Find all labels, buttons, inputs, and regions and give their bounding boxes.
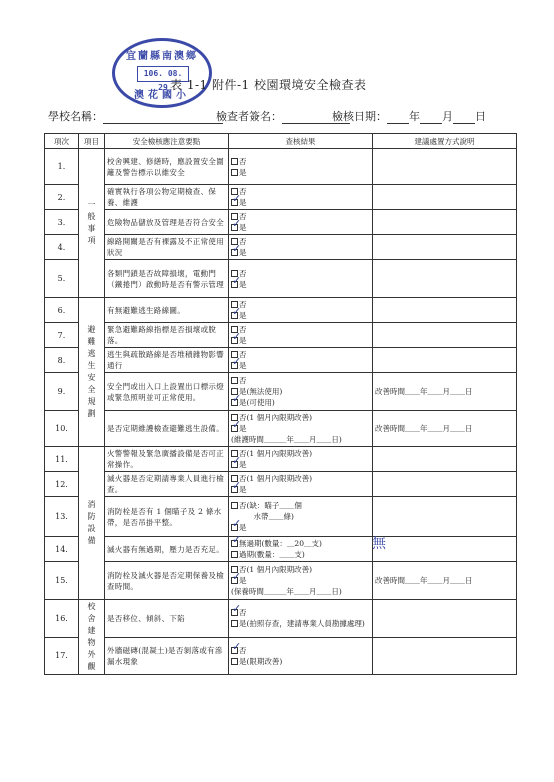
- category-exterior: 校 舍 建 物 外 觀: [79, 600, 105, 675]
- checked-checkbox-icon[interactable]: [231, 199, 238, 206]
- check-result: [229, 298, 373, 323]
- result-option[interactable]: [231, 186, 370, 197]
- suggested-action: [373, 600, 517, 638]
- column-header: 建議處置方式說明: [373, 134, 517, 149]
- school-name-label: 學校名稱：: [48, 110, 103, 123]
- year-label: 年: [409, 110, 420, 123]
- check-result: [229, 497, 373, 537]
- result-option[interactable]: [231, 386, 370, 397]
- table-row: [45, 149, 517, 185]
- item-number: 6.: [45, 298, 79, 323]
- check-point-text: 危險物品儲放及管理是否符合安全: [105, 210, 229, 235]
- table-row: [45, 537, 517, 562]
- suggested-action: [373, 260, 517, 298]
- suggested-action: [373, 537, 517, 562]
- check-result: [229, 185, 373, 210]
- result-option-label: 否: [239, 212, 247, 221]
- table-header-row: [45, 134, 517, 149]
- result-option: [231, 511, 370, 522]
- result-option-label: 是: [239, 336, 247, 345]
- inspector-label: 檢查者簽名：: [216, 110, 282, 123]
- checkbox-icon[interactable]: [231, 169, 238, 176]
- document-title: 表 1-1 附件-1 校園環境安全檢查表: [170, 78, 367, 92]
- check-point-text: 是否定期維護檢查避難逃生設備。: [105, 411, 229, 447]
- check-result: [229, 373, 373, 411]
- item-number: 13.: [45, 497, 79, 537]
- result-option[interactable]: [231, 156, 370, 167]
- result-option: [231, 434, 370, 445]
- result-option-label: 是: [239, 198, 247, 207]
- check-result: [229, 149, 373, 185]
- result-option[interactable]: [231, 349, 370, 360]
- table-row: [45, 210, 517, 235]
- result-option[interactable]: [231, 473, 370, 484]
- suggested-action: 改善時間＿＿年＿＿月＿＿日: [373, 373, 517, 411]
- category-fire: 消 防 設 備: [79, 447, 105, 600]
- result-option[interactable]: [231, 448, 370, 459]
- check-point-text: 線路開關是否有裸露及不正常使用狀況: [105, 235, 229, 260]
- check-point-text: 消防栓是否有 1 個瞄子及 2 條水帶，是否吊掛平整。: [105, 497, 229, 537]
- item-number: 14.: [45, 537, 79, 562]
- check-result: [229, 235, 373, 260]
- checked-checkbox-icon[interactable]: [231, 609, 238, 616]
- result-option[interactable]: [231, 500, 370, 511]
- check-point-text: 外牆磁磚(混凝土)是否剝落或有滲漏水現象: [105, 637, 229, 675]
- check-result: [229, 210, 373, 235]
- check-result: [229, 447, 373, 472]
- result-option[interactable]: [231, 236, 370, 247]
- result-option-label: 是: [239, 424, 247, 433]
- check-result: [229, 600, 373, 638]
- result-option-label: 過期(數量：＿＿支): [239, 550, 305, 559]
- check-point-text: 滅火器是否定期請專業人員進行檢查。: [105, 472, 229, 497]
- checked-checkbox-icon[interactable]: [231, 425, 238, 432]
- result-option[interactable]: [231, 607, 370, 618]
- school-name-field: [48, 108, 223, 124]
- result-option-label: 是: [239, 460, 247, 469]
- checked-checkbox-icon[interactable]: [231, 312, 238, 319]
- result-option-label: (維護時間＿＿＿年＿＿月＿＿日): [231, 435, 342, 444]
- official-seal-stamp: [112, 38, 212, 108]
- inspection-date-label: 檢核日期：: [332, 110, 387, 123]
- suggested-action: [373, 235, 517, 260]
- item-number: 4.: [45, 235, 79, 260]
- result-option[interactable]: [231, 412, 370, 423]
- check-result: [229, 637, 373, 675]
- check-point-text: 是否移位、傾斜、下陷: [105, 600, 229, 638]
- check-point-text: 火警警報及緊急廣播設備是否可正常操作。: [105, 447, 229, 472]
- column-header: 查核結果: [229, 134, 373, 149]
- item-number: 15.: [45, 562, 79, 600]
- result-option-label: 是: [239, 485, 247, 494]
- result-option-label: 否: [239, 300, 247, 309]
- check-point-text: 逃生與疏散路線是否堆積雜物影響通行: [105, 348, 229, 373]
- item-number: 11.: [45, 447, 79, 472]
- result-option[interactable]: [231, 360, 370, 371]
- month-blank: [420, 112, 442, 124]
- result-option-label: 否: [239, 187, 247, 196]
- check-point-text: 安全門或出入口上設置出口標示燈或緊急照明並可正常使用。: [105, 373, 229, 411]
- result-option-label: 否(缺：瞄子＿＿個: [239, 501, 302, 510]
- result-option-label: 否: [239, 376, 247, 385]
- check-point-text: 有無避難逃生路線圖。: [105, 298, 229, 323]
- item-number: 8.: [45, 348, 79, 373]
- result-option-label: 是(拍照存查，建請專業人員勘據處理): [239, 619, 365, 629]
- result-option-label: 否: [239, 325, 247, 334]
- item-number: 16.: [45, 600, 79, 638]
- school-name-blank: [103, 112, 223, 124]
- suggested-action: [373, 149, 517, 185]
- table-row: [45, 298, 517, 323]
- safety-checklist-table: [44, 133, 517, 675]
- suggested-action: [373, 348, 517, 373]
- checked-checkbox-icon[interactable]: [231, 281, 238, 288]
- table-row: [45, 447, 517, 472]
- result-option-label: 是: [239, 167, 247, 177]
- suggested-action: [373, 447, 517, 472]
- table-row: [45, 260, 517, 298]
- column-header: 項目: [79, 134, 105, 149]
- result-option[interactable]: [231, 335, 370, 346]
- suggested-action: [373, 323, 517, 348]
- check-result: [229, 411, 373, 447]
- result-option[interactable]: [231, 522, 370, 533]
- table-row: [45, 497, 517, 537]
- result-option-label: 是: [239, 523, 247, 532]
- result-option-label: 是: [239, 311, 247, 320]
- suggested-action: 改善時間＿＿年＿＿月＿＿日: [373, 562, 517, 600]
- suggested-action: [373, 497, 517, 537]
- table-row: [45, 185, 517, 210]
- table-row: [45, 472, 517, 497]
- result-option[interactable]: [231, 459, 370, 470]
- result-option-label: 否(1 個月內限期改善): [239, 413, 313, 422]
- suggested-action: [373, 472, 517, 497]
- inspector-field: [216, 108, 350, 124]
- check-point-text: 校舍興建、修繕時，應設置安全圍籬及警告標示以維安全: [105, 149, 229, 185]
- result-option-label: 否: [239, 350, 247, 359]
- check-point-text: 各類門鎖是否故障損壞，電動門（鐵捲門）啟動時是否有警示管理: [105, 260, 229, 298]
- table-row: [45, 323, 517, 348]
- result-option-label: 是: [239, 361, 247, 370]
- item-number: 17.: [45, 637, 79, 675]
- check-point-text: 滅火器有無過期，壓力是否充足。: [105, 537, 229, 562]
- checked-checkbox-icon[interactable]: [231, 461, 238, 468]
- result-option[interactable]: [231, 484, 370, 495]
- check-result: [229, 472, 373, 497]
- result-option[interactable]: [231, 538, 370, 549]
- category-evacuation: 避 難 逃 生 安 全 規 劃: [79, 298, 105, 447]
- result-option[interactable]: [231, 423, 370, 434]
- check-result: [229, 562, 373, 600]
- result-option[interactable]: [231, 375, 370, 386]
- result-option-label: 是(限期改善): [239, 656, 283, 666]
- result-option[interactable]: [231, 656, 370, 667]
- result-option-label: 是: [239, 248, 247, 257]
- inspection-date-field: [332, 108, 486, 124]
- category-general: 一 般 事 項: [79, 149, 105, 298]
- item-number: 3.: [45, 210, 79, 235]
- stamp-top-text: 宜蘭縣南澳鄉: [126, 51, 198, 62]
- handwritten-note: 無: [372, 536, 386, 552]
- check-result: [229, 537, 373, 562]
- item-number: 5.: [45, 260, 79, 298]
- item-number: 9.: [45, 373, 79, 411]
- column-header: 項次: [45, 134, 79, 149]
- result-option-label: 水帶＿＿條): [231, 512, 294, 521]
- result-option[interactable]: [231, 268, 370, 279]
- suggested-action: [373, 637, 517, 675]
- day-blank: [453, 112, 475, 124]
- result-option-label: 否: [239, 237, 247, 246]
- item-number: 10.: [45, 411, 79, 447]
- stamp-bottom-text: 澳花國小: [134, 90, 190, 101]
- result-option[interactable]: [231, 279, 370, 290]
- table-row: [45, 600, 517, 638]
- checked-checkbox-icon[interactable]: [231, 337, 238, 344]
- item-number: 2.: [45, 185, 79, 210]
- result-option[interactable]: [231, 197, 370, 208]
- suggested-action: 改善時間＿＿年＿＿月＿＿日: [373, 411, 517, 447]
- result-option-label: 否(1 個月內限期改善): [239, 449, 313, 458]
- stamp-date: 106. 08. 29: [137, 66, 189, 82]
- suggested-action: [373, 185, 517, 210]
- result-option[interactable]: [231, 618, 370, 629]
- checked-checkbox-icon[interactable]: [231, 249, 238, 256]
- table-row: [45, 235, 517, 260]
- result-option[interactable]: [231, 310, 370, 321]
- checkbox-icon[interactable]: [231, 502, 238, 509]
- result-option-label: 否(1 個月內限期改善): [239, 565, 313, 574]
- checked-checkbox-icon[interactable]: [231, 577, 238, 584]
- result-option-label: 否: [239, 645, 247, 655]
- check-point-text: 緊急避難路線指標是否損壞或脫落。: [105, 323, 229, 348]
- result-option-label: 是(可使用): [239, 398, 275, 407]
- result-option-label: 是: [239, 223, 247, 232]
- item-number: 12.: [45, 472, 79, 497]
- check-point-text: 確實執行各項公物定期檢查、保養、維護: [105, 185, 229, 210]
- result-option[interactable]: [231, 549, 370, 560]
- table-row: [45, 411, 517, 447]
- result-option-label: 是: [239, 279, 247, 289]
- result-option[interactable]: [231, 222, 370, 233]
- result-option[interactable]: [231, 564, 370, 575]
- result-option-label: 是(無法使用): [239, 387, 283, 396]
- result-option[interactable]: [231, 397, 370, 408]
- result-option[interactable]: [231, 167, 370, 178]
- result-option-label: 否: [239, 156, 247, 166]
- check-result: [229, 260, 373, 298]
- checked-checkbox-icon[interactable]: [231, 224, 238, 231]
- month-label: 月: [442, 110, 453, 123]
- result-option: [231, 586, 370, 597]
- result-option[interactable]: [231, 575, 370, 586]
- result-option-label: 無過期(數量：＿20＿支): [239, 539, 322, 548]
- suggested-action: [373, 298, 517, 323]
- checked-checkbox-icon[interactable]: [231, 647, 238, 654]
- table-row: [45, 373, 517, 411]
- table-row: [45, 637, 517, 675]
- suggested-action: [373, 210, 517, 235]
- checked-checkbox-icon[interactable]: [231, 524, 238, 531]
- checkbox-icon[interactable]: [231, 377, 238, 384]
- checkbox-icon[interactable]: [231, 620, 238, 627]
- checked-checkbox-icon[interactable]: [231, 540, 238, 547]
- checkbox-icon[interactable]: [231, 551, 238, 558]
- result-option-label: 否: [239, 268, 247, 278]
- item-number: 7.: [45, 323, 79, 348]
- result-option[interactable]: [231, 299, 370, 310]
- check-point-text: 消防栓及滅火器是否定期保養及檢查時間。: [105, 562, 229, 600]
- column-header: 安全檢核應注意要點: [105, 134, 229, 149]
- checkbox-icon[interactable]: [231, 158, 238, 165]
- result-option-label: 是: [239, 576, 247, 585]
- result-option-label: 否(1 個月內限期改善): [239, 474, 313, 483]
- checked-checkbox-icon[interactable]: [231, 362, 238, 369]
- result-option[interactable]: [231, 211, 370, 222]
- year-blank: [387, 112, 409, 124]
- table-row: [45, 348, 517, 373]
- result-option[interactable]: [231, 645, 370, 656]
- table-row: [45, 562, 517, 600]
- check-result: [229, 348, 373, 373]
- checked-checkbox-icon[interactable]: [231, 399, 238, 406]
- result-option[interactable]: [231, 247, 370, 258]
- result-option[interactable]: [231, 324, 370, 335]
- checked-checkbox-icon[interactable]: [231, 486, 238, 493]
- checkbox-icon[interactable]: [231, 658, 238, 665]
- item-number: 1.: [45, 149, 79, 185]
- day-label: 日: [475, 110, 486, 123]
- result-option-label: 否: [239, 608, 247, 618]
- result-option-label: (保養時間＿＿＿年＿＿月＿＿日): [231, 587, 342, 596]
- check-result: [229, 323, 373, 348]
